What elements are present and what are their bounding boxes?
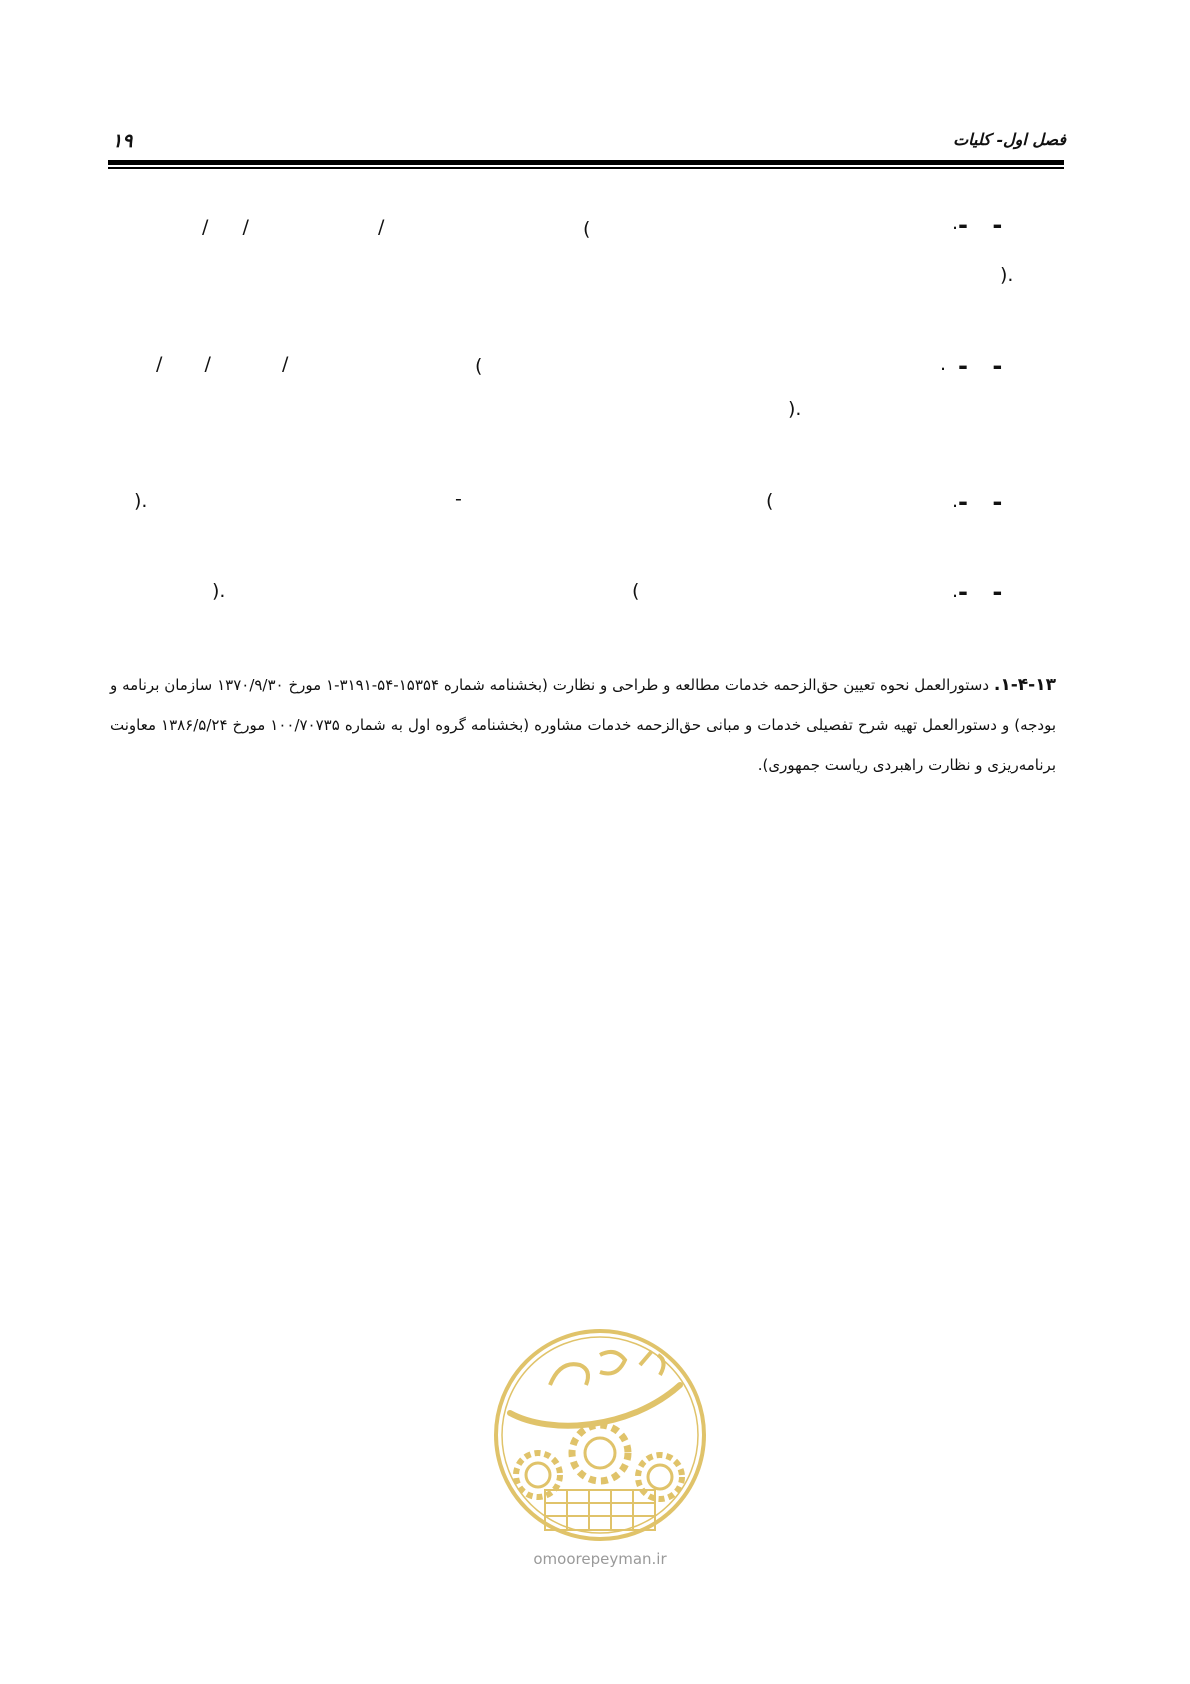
row1-dashes: - - — [958, 211, 1011, 239]
header-rule-thick — [108, 160, 1064, 165]
section-text: دستورالعمل نحوه تعیین حق‌الزحمه خدمات مطالعه و طراحی و نظارت (بخشنامه شماره ۱۵۳۵۴-۵۴-۳۱۹۱-۱ مورخ ۱۳۷۰/۹/۳۰ سازمان برنامه و بودجه) و دستورالعمل تهیه شرح تفصیلی خدمات و مبانی حق‌الزحمه خدمات مشاوره (بخشنامه گروه اول به شماره ۱۰۰/۷۰۷۳۵ مورخ ۱۳۸۶/۵/۲۴ معاونت برنامه‌ریزی و نظارت راهبردی ریاست جمهوری). — [110, 676, 1056, 774]
row4-dashes: - - — [958, 578, 1011, 606]
row2-slash: / — [282, 353, 289, 375]
row3-paren: ( — [766, 490, 774, 512]
chapter-title: فصل اول- کلیات — [953, 130, 1066, 149]
row4-dot: . — [952, 580, 959, 602]
row2-paren: ( — [475, 355, 483, 377]
section-number: ۱-۴-۱۳. — [993, 675, 1056, 695]
row3-dashes: - - — [958, 488, 1011, 516]
row1-close: ). — [1000, 264, 1014, 286]
row1-slash: / — [378, 216, 385, 238]
row1-dot: . — [952, 212, 959, 234]
row4-close: ). — [212, 580, 226, 602]
row1-paren: ( — [583, 218, 591, 240]
watermark-logo-icon — [490, 1325, 710, 1545]
watermark-site: omoorepeyman.ir — [533, 1550, 667, 1568]
row3-close: ). — [134, 490, 148, 512]
row2-slashes: / / — [156, 353, 229, 375]
row1-slashes: / / — [202, 216, 263, 238]
row2-dot: . — [940, 353, 947, 375]
row2-close: ). — [788, 398, 802, 420]
page-number: ۱۹ — [112, 130, 133, 152]
section-paragraph — [110, 665, 1056, 785]
row3-dot: . — [952, 490, 959, 512]
row3-hyphen: - — [455, 488, 462, 510]
header-rule-thin — [108, 167, 1064, 169]
row4-paren: ( — [632, 580, 640, 602]
row2-dashes: - - — [958, 352, 1011, 380]
